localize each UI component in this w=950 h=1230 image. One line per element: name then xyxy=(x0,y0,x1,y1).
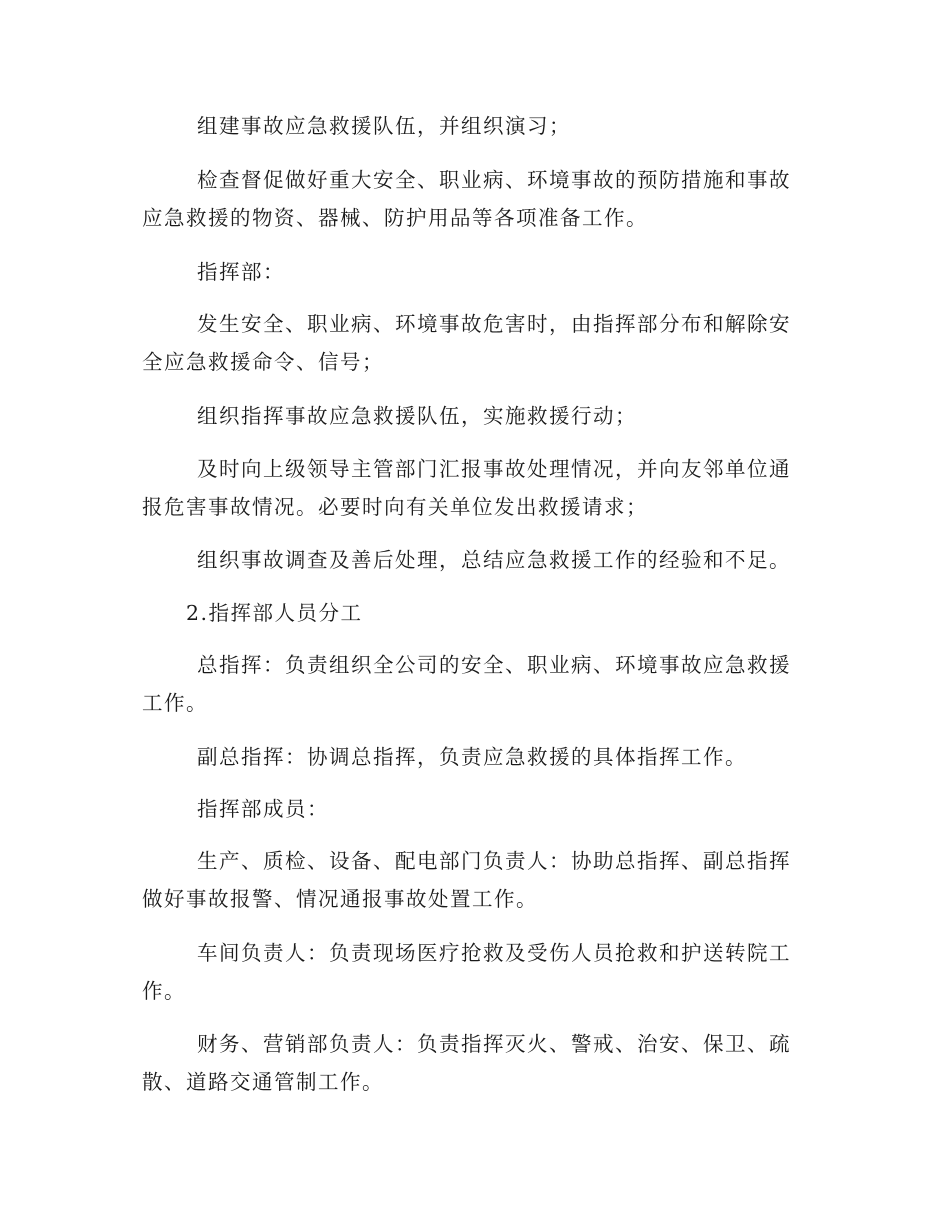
paragraph-members-heading: 指挥部成员： xyxy=(197,797,329,821)
paragraph-production-managers: 生产、质检、设备、配电部门负责人：协助总指挥、副总指挥做好事故报警、情况通报事故处置工作。 xyxy=(142,849,791,911)
paragraph-issue-orders: 发生安全、职业病、环境事故危害时，由指挥部分布和解除安全应急救援命令、信号； xyxy=(142,312,791,374)
section-heading-staff-division: 2.指挥部人员分工 xyxy=(186,601,363,625)
paragraph-form-rescue-team: 组建事故应急救援队伍，并组织演习； xyxy=(197,114,571,138)
paragraph-workshop-manager: 车间负责人：负责现场医疗抢救及受伤人员抢救和护送转院工作。 xyxy=(142,941,791,1003)
paragraph-finance-sales-managers: 财务、营销部负责人：负责指挥灭火、警戒、治安、保卫、疏散、道路交通管制工作。 xyxy=(142,1032,791,1094)
paragraph-report-situation: 及时向上级领导主管部门汇报事故处理情况，并向友邻单位通报危害事故情况。必要时向有关单位发出救援请求； xyxy=(142,457,791,519)
paragraph-commander: 总指挥：负责组织全公司的安全、职业病、环境事故应急救援工作。 xyxy=(142,653,791,715)
paragraph-deputy-commander: 副总指挥：协调总指挥，负责应急救援的具体指挥工作。 xyxy=(197,745,747,769)
paragraph-investigation: 组织事故调查及善后处理，总结应急救援工作的经验和不足。 xyxy=(197,548,791,572)
paragraph-organize-rescue: 组织指挥事故应急救援队伍，实施救援行动； xyxy=(197,404,637,428)
paragraph-command-heading: 指挥部： xyxy=(197,260,285,284)
paragraph-supervise-preparation: 检查督促做好重大安全、职业病、环境事故的预防措施和事故应急救援的物资、器械、防护用品等各项准备工作。 xyxy=(142,168,791,230)
